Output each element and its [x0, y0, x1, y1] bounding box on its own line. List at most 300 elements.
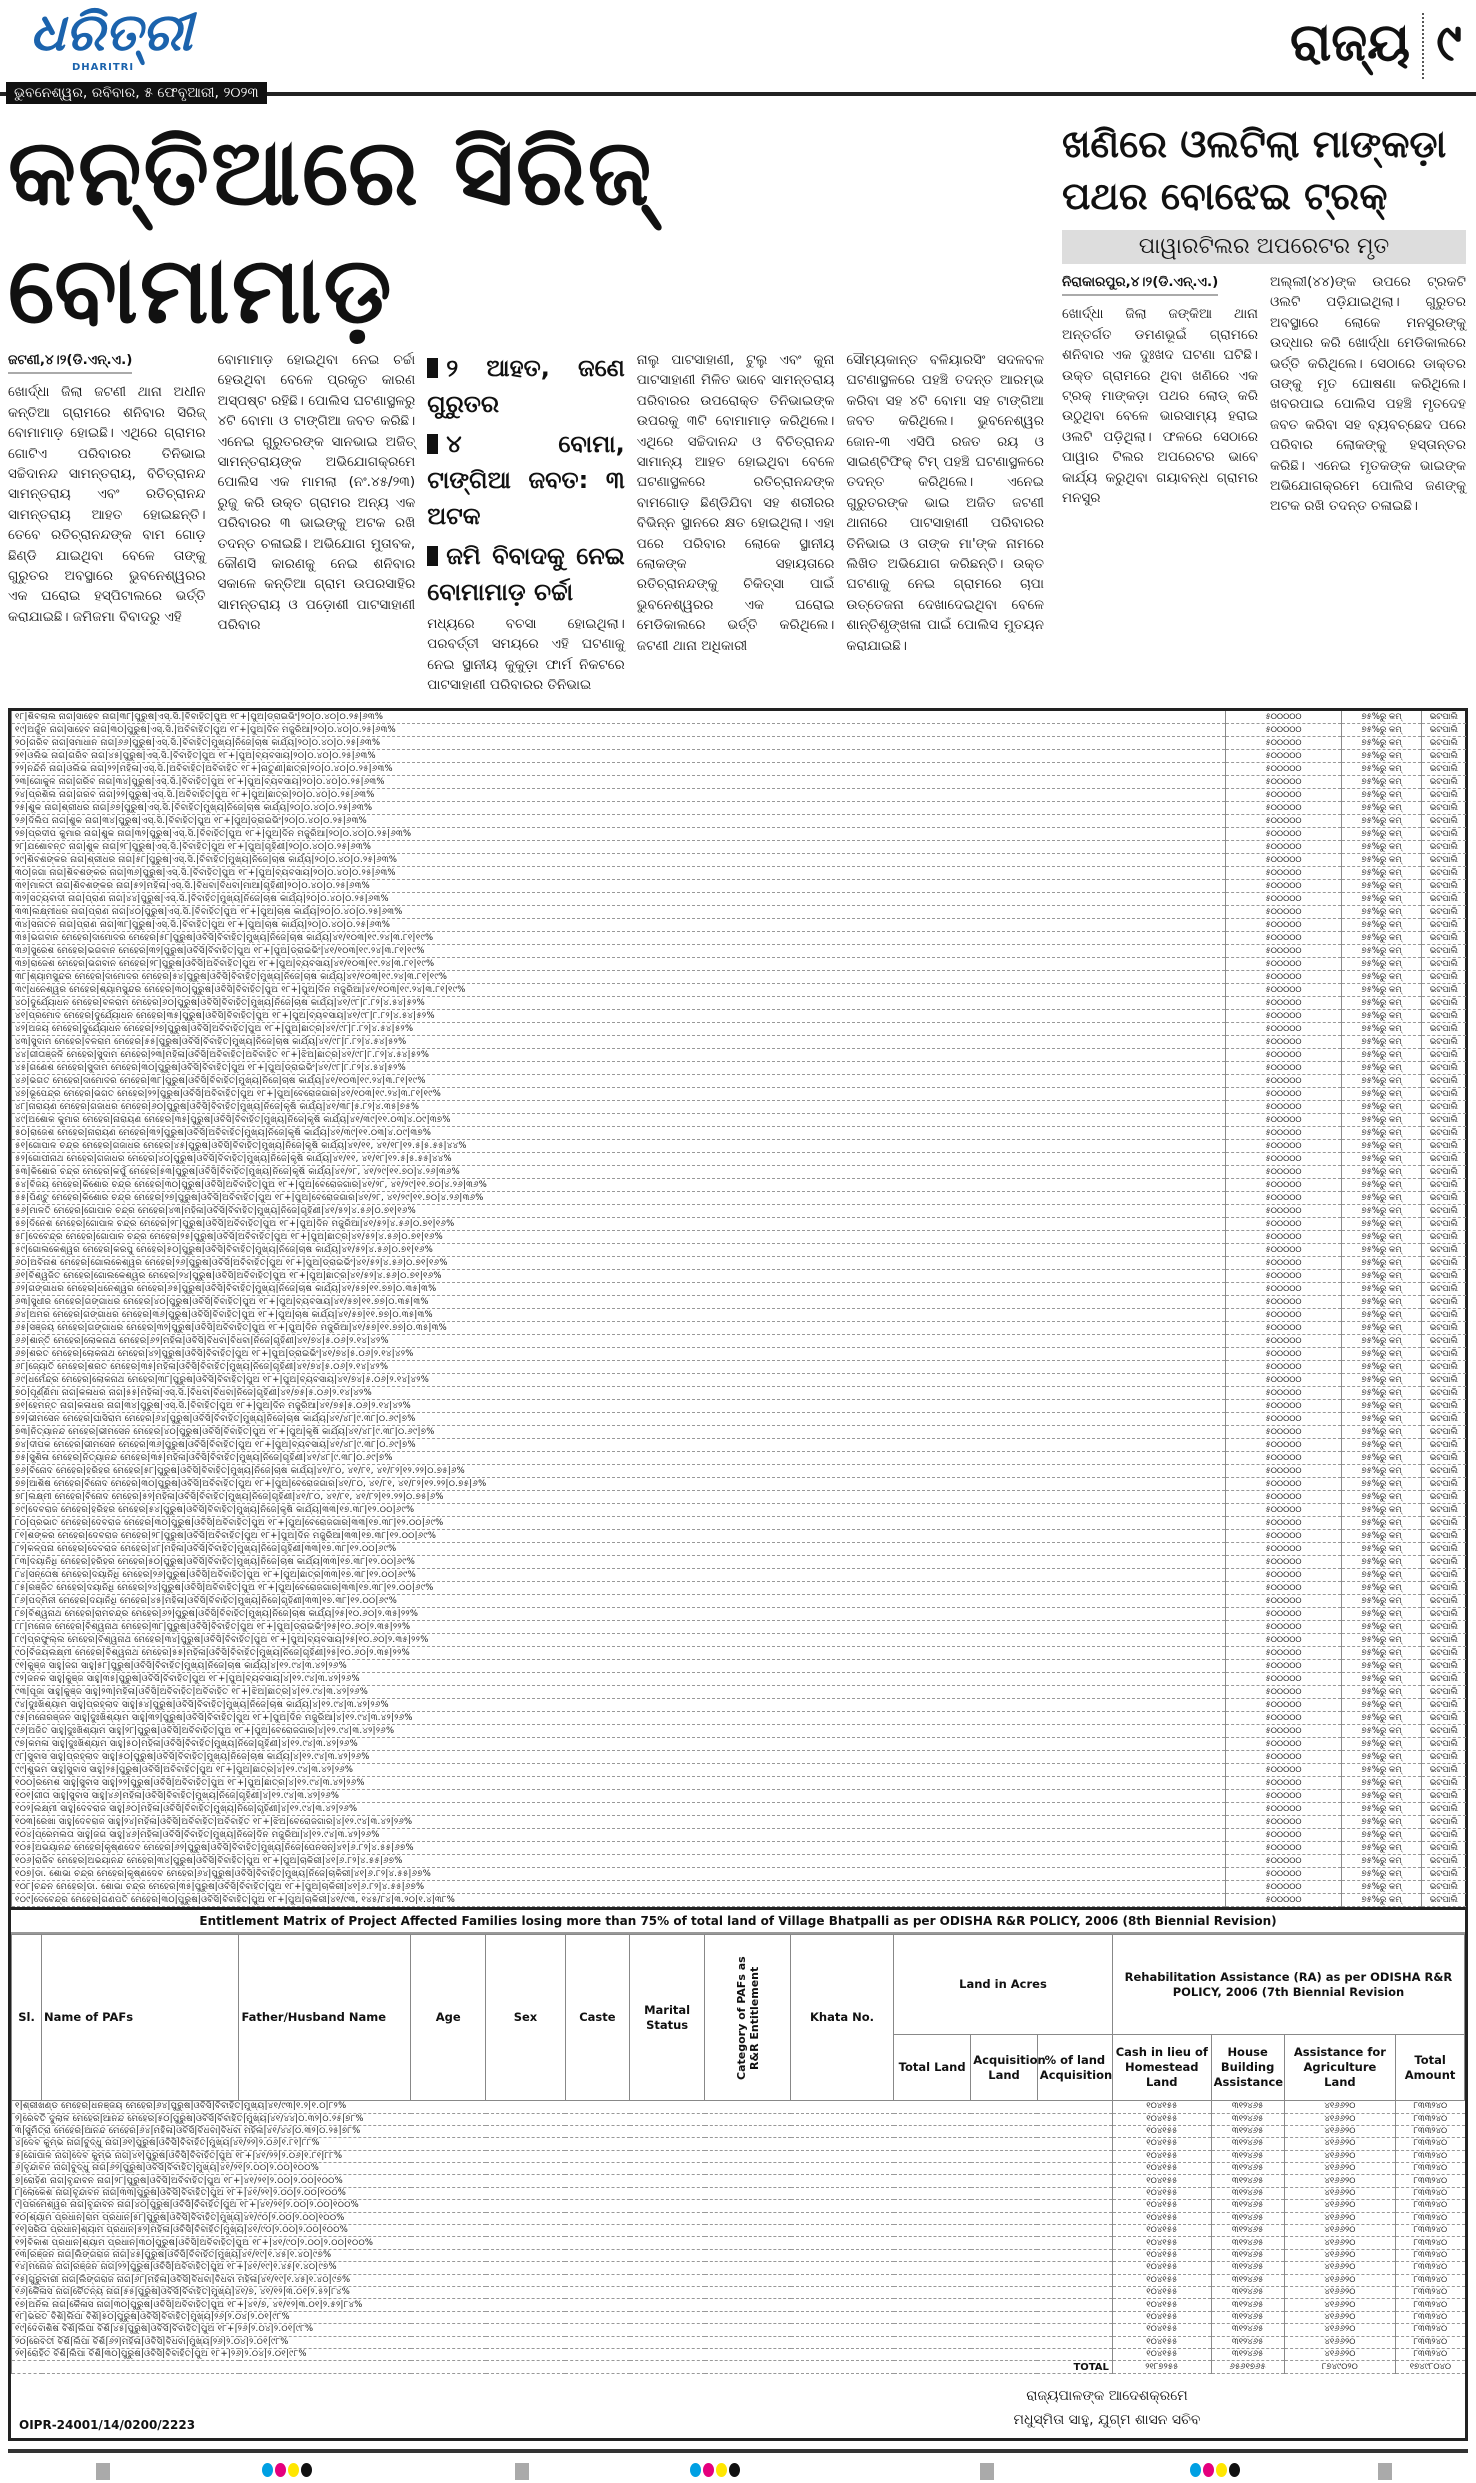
cell-remark: ୭୫%ରୁ କମ୍ — [1342, 828, 1422, 841]
row-record: ୫୦|ରାଜେଶ ମେହେର|ନାରାୟଣ ମେହେର|୩୨|ପୁରୁଷ|ଓବିସି|ଅବିବାହିତ|ମୁଖ୍ୟ|ନିଜେ|କୃଷି କାର୍ଯ୍ୟ|୪୧/୩୯|୧୧.୦୩|୪.୦୯|୩୭% — [12, 1127, 1226, 1140]
table-row — [12, 1504, 1466, 1517]
cell-amount: ୫୦୦୦୦୦ — [1226, 1868, 1342, 1881]
cell-village: ଭଟପାଲି — [1422, 1517, 1466, 1530]
cell-remark: ୭୫%ରୁ କମ୍ — [1342, 1530, 1422, 1543]
table-row — [12, 932, 1466, 945]
cell-amount: ୫୦୦୦୦୦ — [1226, 1309, 1342, 1322]
table-row — [12, 1296, 1466, 1309]
cell-amount: ୫୦୦୦୦୦ — [1226, 750, 1342, 763]
table-row — [12, 1413, 1466, 1426]
cell-amount: ୫୦୦୦୦୦ — [1226, 1465, 1342, 1478]
row-record: ୨୦|ଗରିବ ନାଗ|ସମାଧାନ ନାଗ|୬୬|ପୁରୁଷ|ଏସ୍.ସି.|ବିବାହିତ|ମୁଖ୍ୟ|ନିଜେ|ଚାଷ କାର୍ଯ୍ୟ|୨୦|୦.୪୦|୦.୨୫|୬୩% — [12, 737, 1226, 750]
cell-remark: ୭୫%ରୁ କମ୍ — [1342, 1231, 1422, 1244]
table-row — [12, 1816, 1466, 1829]
cell-village: ଭଟପାଲି — [1422, 1478, 1466, 1491]
table-row — [12, 1036, 1466, 1049]
table-row — [12, 1361, 1466, 1374]
row-record: ୪୪|ଗୀତାଞ୍ଜଳି ମେହେର|ସୁଦାମ ମେହେର|୨୩|ମହିଳା|ଓବିସି|ଅବିବାହିତ|ଅବିବାହିତ ୧୮+|ଝିଅ|ଛାତ୍ର|୪୧/୯୮|୮.୮୨|୪.୫୪|୫୨% — [12, 1049, 1226, 1062]
row-record: ୨୧|ଓଲିଭ ନାଗ|ଗରିବ ନାଗ|୪୫|ପୁରୁଷ|ଏସ୍.ସି.|ବିବାହିତ|ପୁଅ ୧୮+|ପୁଅ|ବ୍ୟବସାୟ|୨୦|୦.୪୦|୦.୨୫|୬୩% — [12, 750, 1226, 763]
table-row — [12, 2212, 1465, 2224]
cell-village: ଭଟପାଲି — [1422, 1634, 1466, 1647]
cell-total: ୮୩୩୨୪୦ — [1396, 2212, 1465, 2224]
cell-village: ଭଟପାଲି — [1422, 893, 1466, 906]
cell-village: ଭଟପାଲି — [1422, 854, 1466, 867]
cell-remark: ୭୫%ରୁ କମ୍ — [1342, 1335, 1422, 1348]
row-record: ୭୧|ହେମନ୍ତ ନାଗ|କଳାଧର ନାଗ|୩୪|ପୁରୁଷ|ଏସ୍.ସି.|ବିବାହିତ|ପୁଅ ୧୮+|ପୁଅ|ଦିନ ମଜୁରିଆ|୪୧/୭୫|୫.୦୬|୨.୧୪|୪୨% — [12, 1400, 1226, 1413]
masthead — [0, 0, 1476, 108]
cell-village: ଭଟପାଲି — [1422, 1439, 1466, 1452]
col-agri: Assistance for Agriculture Land — [1284, 2035, 1396, 2101]
table-row — [12, 958, 1466, 971]
bullet-square-icon — [427, 358, 438, 378]
cell-remark: ୭୫%ରୁ କମ୍ — [1342, 1647, 1422, 1660]
cell-village: ଭଟପାଲି — [1422, 1153, 1466, 1166]
row-record: ୨୧|ରୋହିତ ବିଶି|ଲିପା ବିଶି|୩୦|ପୁରୁଷ|ଓବିସି|ବିବାହିତ|ପୁଅ ୧୮+|୨୬|୨.୦୪|୨.୦୧|୯୮% — [12, 2348, 1113, 2360]
cell-remark: ୭୫%ରୁ କମ୍ — [1342, 1114, 1422, 1127]
cell-remark: ୭୫%ରୁ କମ୍ — [1342, 984, 1422, 997]
row-record: ୯୬|ଅଜିତ ସାହୁ|ଦୁଃଖିଶ୍ୟାମ ସାହୁ|୨୮|ପୁରୁଷ|ଓବିସି|ଅବିବାହିତ|ପୁଅ ୧୮+|ପୁଅ|ବେରୋଜଗାର|୪|୧୨.୯୪|୩.୪୨|୨୬% — [12, 1725, 1226, 1738]
cell-remark: ୭୫%ରୁ କମ୍ — [1342, 1543, 1422, 1556]
row-record: ୪୮|ନାରାୟଣ ମେହେର|ଗଜାଧର ମେହେର|୬୦|ପୁରୁଷ|ଓବିସି|ବିବାହିତ|ମୁଖ୍ୟ|ନିଜେ|କୃଷି କାର୍ଯ୍ୟ|୪୧/୩୮|୫.୮୨|୪.୩୫|୭୫% — [12, 1101, 1226, 1114]
row-record: ୩୭|ରାଜେଶ ମେହେର|ଭଗବାନ ମେହେର|୨୮|ପୁରୁଷ|ଓବିସି|ଅବିବାହିତ|ପୁଅ ୧୮+|ପୁଅ|ବ୍ୟବସାୟ|୪୧/୧୦୩|୧୯.୨୪|୩.୮୧|୧୯% — [12, 958, 1226, 971]
cell-amount: ୫୦୦୦୦୦ — [1226, 1400, 1342, 1413]
cell-village: ଭଟପାଲି — [1422, 1647, 1466, 1660]
cell-village: ଭଟପାଲି — [1422, 1530, 1466, 1543]
story1-columns — [8, 350, 1044, 696]
cell-amount: ୫୦୦୦୦୦ — [1226, 789, 1342, 802]
table-row — [12, 737, 1466, 750]
row-record: ୮୭|ବିଶ୍ୱନାଥ ମେହେର|ରାମଚନ୍ଦ୍ର ମେହେର|୬୨|ପୁରୁଷ|ଓବିସି|ବିବାହିତ|ମୁଖ୍ୟ|ନିଜେ|ଚାଷ କାର୍ଯ୍ୟ|୨୫|୧୦.୬୦|୨.୩୫|୨୨% — [12, 1608, 1226, 1621]
page-number: ୯ — [1436, 13, 1462, 73]
cell-cash: ୧୦୪୧୫୫ — [1112, 2249, 1211, 2261]
table-row — [12, 2187, 1465, 2199]
cell-village: ଭଟପାଲି — [1422, 828, 1466, 841]
cell-remark: ୭୫%ରୁ କମ୍ — [1342, 1790, 1422, 1803]
cell-agri: ୪୧୬୬୨୦ — [1284, 2336, 1396, 2348]
table-row — [12, 724, 1466, 737]
cell-village: ଭଟପାଲି — [1422, 1244, 1466, 1257]
cell-amount: ୫୦୦୦୦୦ — [1226, 1387, 1342, 1400]
cell-amount: ୫୦୦୦୦୦ — [1226, 867, 1342, 880]
table-row — [12, 906, 1466, 919]
cell-village: ଭଟପାଲି — [1422, 1608, 1466, 1621]
row-record: ୫୮|ଦେବେନ୍ଦ୍ର ମେହେର|ଗୋପାଳ ଚନ୍ଦ୍ର ମେହେର|୨୫|ପୁରୁଷ|ଓବିସି|ଅବିବାହିତ|ପୁଅ ୧୮+|ପୁଅ|ଛାତ୍ର|୪୧/୫୨|୪.୫୬|୦.୭୧|୧୬% — [12, 1231, 1226, 1244]
table-row — [12, 2249, 1465, 2261]
cell-village: ଭଟପାଲି — [1422, 1413, 1466, 1426]
table-row — [12, 1855, 1466, 1868]
cell-amount: ୫୦୦୦୦୦ — [1226, 854, 1342, 867]
cell-house: ୩୧୨୪୬୫ — [1211, 2163, 1284, 2175]
table-row — [12, 1218, 1466, 1231]
cell-village: ଭଟପାଲି — [1422, 1348, 1466, 1361]
story1 — [8, 114, 1044, 696]
cell-cash: ୧୦୪୧୫୫ — [1112, 2150, 1211, 2162]
cell-village: ଭଟପାଲି — [1422, 1322, 1466, 1335]
cell-agri: ୪୧୬୬୨୦ — [1284, 2249, 1396, 2261]
cell-remark: ୭୫%ରୁ କମ୍ — [1342, 1127, 1422, 1140]
story2-box-title: ପାୱାରଟିଲର ଅପରେଟର ମୃତ — [1062, 230, 1466, 264]
cell-remark: ୭୫%ରୁ କମ୍ — [1342, 1686, 1422, 1699]
cell-amount: ୫୦୦୦୦୦ — [1226, 1647, 1342, 1660]
cell-remark: ୭୫%ରୁ କମ୍ — [1342, 1049, 1422, 1062]
row-record: ୧୪|ମନୋଜ ନାଗ|ରଞ୍ଜନ ନାଗ|୨୨|ପୁରୁଷ|ଓବିସି|ଅବିବାହିତ|ପୁଅ ୧୮+|୪୧/୧୯|୧.୪୫|୧.୪୦|୯୭% — [12, 2262, 1113, 2274]
table-row — [12, 1790, 1466, 1803]
entitlement-matrix — [8, 1907, 1468, 2441]
cell-cash: ୧୦୪୧୫୫ — [1112, 2225, 1211, 2237]
ink-dot — [1190, 2463, 1201, 2477]
table-row — [12, 2324, 1465, 2336]
table-row — [12, 1660, 1466, 1673]
cell-remark: ୭୫%ରୁ କମ୍ — [1342, 1855, 1422, 1868]
table-row — [12, 776, 1466, 789]
ink-dot — [703, 2463, 714, 2477]
table-row — [12, 1595, 1466, 1608]
entitlement-matrix-title: Entitlement Matrix of Project Affected Families losing more than 75% of total land of Village Bhatpalli as per ODISHA R&R POLICY, 2006 (8th Biennial Revision) — [11, 1910, 1465, 1934]
cell-agri: ୪୧୬୬୨୦ — [1284, 2113, 1396, 2125]
cell-cash: ୧୦୪୧୫୫ — [1112, 2163, 1211, 2175]
col-category: Category of PAFs as R&R Entitlement — [705, 1935, 791, 2101]
cell-amount: ୫୦୦୦୦୦ — [1226, 1816, 1342, 1829]
row-record: ୫|ଗୋପାଳ ନାଗ|ଦେବ କୁମ୍ଭ ନାଗ|୪୧|ପୁରୁଷ|ଓବିସି|ବିବାହିତ|ପୁଅ ୧୮+|୪୧/୨୨|୨.୦୬|୧.୮୧|୮୮% — [12, 2150, 1113, 2162]
cell-amount: ୫୦୦୦୦୦ — [1226, 1764, 1342, 1777]
row-record: ୧|ଶ୍ରୀଖଣ୍ଡ ମେହେର|ଧନଞ୍ଜୟ ମେହେର|୬୪|ପୁରୁଷ|ଓବିସି|ବିବାହିତ|ମୁଖ୍ୟ|୪୧/୯୩|୧.୨|୧.୦|୮୨% — [12, 2101, 1113, 2113]
cell-remark: ୭୫%ରୁ କମ୍ — [1342, 919, 1422, 932]
ink-dot — [288, 2463, 299, 2477]
cell-village: ଭଟପାଲି — [1422, 1686, 1466, 1699]
row-record: ୧୦୦|ରମେଶ ସାହୁ|ସୁବାସ ସାହୁ|୨୨|ପୁରୁଷ|ଓବିସି|ଅବିବାହିତ|ପୁଅ ୧୮+|ପୁଅ|ଛାତ୍ର|୪|୧୨.୯୪|୩.୪୨|୨୬% — [12, 1777, 1226, 1790]
cell-remark: ୭୫%ରୁ କମ୍ — [1342, 893, 1422, 906]
row-record: ୧୬|କୈଳାସ ନାଗ|ଚୈତନ୍ୟ ନାଗ|୫୫|ପୁରୁଷ|ଓବିସି|ବିବାହିତ|ମୁଖ୍ୟ|୪୧/୭, ୪୧/୧୨|୩.୦୧|୨.୫୨|୮୪% — [12, 2286, 1113, 2298]
cell-house: ୩୧୨୪୬୫ — [1211, 2348, 1284, 2360]
cell-village: ଭଟପାଲି — [1422, 1738, 1466, 1751]
cell-village: ଭଟପାଲି — [1422, 919, 1466, 932]
row-record: ୬୨|ଗଙ୍ଗାଧର ମେହେର|ଧନେଶ୍ୱର ମେହେର|୬୫|ପୁରୁଷ|ଓବିସି|ବିବାହିତ|ମୁଖ୍ୟ|ନିଜେ|ଚାଷ କାର୍ଯ୍ୟ|୪୧/୫୭|୧୧.୭୭|୦.୩୫|୩% — [12, 1283, 1226, 1296]
total-cash: ୨୧୮୭୨୫୫ — [1112, 2361, 1211, 2373]
col-pct: % of land Acquisition — [1037, 2035, 1112, 2101]
cell-remark: ୭୫%ରୁ କମ୍ — [1342, 815, 1422, 828]
row-record: ୪୩|ସୁଦାମ ମେହେର|ବଳରାମ ମେହେର|୫୫|ପୁରୁଷ|ଓବିସି|ବିବାହିତ|ମୁଖ୍ୟ|ନିଜେ|ଚାଷ କାର୍ଯ୍ୟ|୪୧/୯୮|୮.୮୨|୪.୫୪|୫୨% — [12, 1036, 1226, 1049]
cell-remark: ୭୫%ରୁ କମ୍ — [1342, 1712, 1422, 1725]
table-row — [12, 2336, 1465, 2348]
ink-dot — [301, 2463, 312, 2477]
cell-agri: ୪୧୬୬୨୦ — [1284, 2274, 1396, 2286]
cell-amount: ୫୦୦୦୦୦ — [1226, 1517, 1342, 1530]
cell-amount: ୫୦୦୦୦୦ — [1226, 1088, 1342, 1101]
row-record: ୫୭|ଦିନେଶ ମେହେର|ଗୋପାଳ ଚନ୍ଦ୍ର ମେହେର|୨୮|ପୁରୁଷ|ଓବିସି|ଅବିବାହିତ|ପୁଅ ୧୮+|ପୁଅ|ଦିନ ମଜୁରିଆ|୪୧/୫୨|୪.୫୬|୦.୭୧|୧୬% — [12, 1218, 1226, 1231]
row-record: ୩୯|ଧନେଶ୍ୱର ମେହେର|ଶ୍ୟାମସୁନ୍ଦର ମେହେର|୩୦|ପୁରୁଷ|ଓବିସି|ବିବାହିତ|ପୁଅ ୧୮+|ପୁଅ|ଦିନ ମଜୁରିଆ|୪୧/୧୦୩|୧୯.୨୪|୩.୮୧|୧୯% — [12, 984, 1226, 997]
cell-village: ଭଟପାଲି — [1422, 1062, 1466, 1075]
row-record: ୩୮|ଶ୍ୟାମସୁନ୍ଦର ମେହେର|ଦାମୋଦର ମେହେର|୫୪|ପୁରୁଷ|ଓବିସି|ବିବାହିତ|ମୁଖ୍ୟ|ନିଜେ|ଚାଷ କାର୍ଯ୍ୟ|୪୧/୧୦୩|୧୯.୨୪|୩.୮୧|୧୯% — [12, 971, 1226, 984]
cell-house: ୩୧୨୪୬୫ — [1211, 2175, 1284, 2187]
cell-remark: ୭୫%ରୁ କମ୍ — [1342, 1881, 1422, 1894]
cell-remark: ୭୫%ରୁ କମ୍ — [1342, 1140, 1422, 1153]
cell-amount: ୫୦୦୦୦୦ — [1226, 1257, 1342, 1270]
cell-total: ୮୩୩୨୪୦ — [1396, 2299, 1465, 2311]
row-record: ୭୮|ଲକ୍ଷ୍ମୀ ମେହେର|ବିନୋଦ ମେହେର|୫୨|ମହିଳା|ଓବିସି|ବିବାହିତ|ମୁଖ୍ୟ|ନିଜେ|ଗୃହିଣୀ|୪୧/୮୦, ୪୧/୮୧, ୪୧/୮୨|୧୨.୨୨|୦.୭୫|୬% — [12, 1491, 1226, 1504]
col-group-ra: Rehabilitation Assistance (RA) as per ODISHA R&R POLICY, 2006 (7th Biennial Revision — [1112, 1935, 1464, 2035]
cell-village: ଭଟପାଲି — [1422, 1296, 1466, 1309]
cell-village: ଭଟପାଲି — [1422, 1257, 1466, 1270]
cell-amount: ୫୦୦୦୦୦ — [1226, 958, 1342, 971]
cell-amount: ୫୦୦୦୦୦ — [1226, 1595, 1342, 1608]
cell-amount: ୫୦୦୦୦୦ — [1226, 1894, 1342, 1907]
row-record: ୨୯|ଶିବଶଙ୍କର ନାଗ|ଶ୍ରୀଧର ନାଗ|୫୮|ପୁରୁଷ|ଏସ୍.ସି.|ବିବାହିତ|ମୁଖ୍ୟ|ନିଜେ|ଚାଷ କାର୍ଯ୍ୟ|୨୦|୦.୪୦|୦.୨୫|୬୩% — [12, 854, 1226, 867]
cell-house: ୩୧୨୪୬୫ — [1211, 2336, 1284, 2348]
cell-cash: ୧୦୪୧୫୫ — [1112, 2237, 1211, 2249]
cell-village: ଭଟପାଲି — [1422, 971, 1466, 984]
color-bar — [262, 2463, 312, 2477]
table-row — [12, 2286, 1465, 2298]
cell-remark: ୭୫%ରୁ କମ୍ — [1342, 1283, 1422, 1296]
table-row — [12, 1452, 1466, 1465]
cell-amount: ୫୦୦୦୦୦ — [1226, 1192, 1342, 1205]
row-record: ୩୪|ସନାତନ ନାଗ|ପ୍ରାଣ ନାଗ|୩୮|ପୁରୁଷ|ଏସ୍.ସି.|ବିବାହିତ|ପୁଅ ୧୮+|ପୁଅ|ଚାଷ କାର୍ଯ୍ୟ|୨୦|୦.୪୦|୦.୨୫|୬୩% — [12, 919, 1226, 932]
cell-remark: ୭୫%ରୁ କମ୍ — [1342, 1075, 1422, 1088]
cell-amount: ୫୦୦୦୦୦ — [1226, 1153, 1342, 1166]
table-row — [12, 971, 1466, 984]
cell-village: ଭଟପାଲି — [1422, 1166, 1466, 1179]
row-record: ୩୨|ସତ୍ୟବାଦୀ ନାଗ|ପ୍ରାଣ ନାଗ|୪୪|ପୁରୁଷ|ଏସ୍.ସି.|ବିବାହିତ|ମୁଖ୍ୟ|ନିଜେ|ଚାଷ କାର୍ଯ୍ୟ|୨୦|୦.୪୦|୦.୨୫|୬୩% — [12, 893, 1226, 906]
table-row — [12, 1634, 1466, 1647]
cell-remark: ୭୫%ରୁ କମ୍ — [1342, 1894, 1422, 1907]
cell-agri: ୪୧୬୬୨୦ — [1284, 2286, 1396, 2298]
story1-column-1 — [8, 350, 206, 627]
cell-remark: ୭୫%ରୁ କମ୍ — [1342, 1088, 1422, 1101]
cell-amount: ୫୦୦୦୦୦ — [1226, 1556, 1342, 1569]
cell-village: ଭଟପାଲି — [1422, 1023, 1466, 1036]
cell-village: ଭଟପାଲି — [1422, 1621, 1466, 1634]
row-record: ୪|ଦେବ କୁମ୍ଭ ନାଗ|ବୁଦ୍ଧୁ ନାଗ|୬୧|ପୁରୁଷ|ଓବିସି|ବିବାହିତ|ମୁଖ୍ୟ|୪୧/୨୨|୨.୦୬|୧.୮୧|୮୮% — [12, 2138, 1113, 2150]
cell-amount: ୫୦୦୦୦୦ — [1226, 1140, 1342, 1153]
cell-total: ୮୩୩୨୪୦ — [1396, 2225, 1465, 2237]
row-record: ୭୭|ଆଶିଷ ମେହେର|ବିନୋଦ ମେହେର|୩୦|ପୁରୁଷ|ଓବିସି|ଅବିବାହିତ|ପୁଅ ୧୮+|ପୁଅ|ବେରୋଜଗାର|୪୧/୮୦, ୪୧/୮୧, ୪୧/୮୨|୧୨.୨୨|୦.୭୫|୬% — [12, 1478, 1226, 1491]
cell-amount: ୫୦୦୦୦୦ — [1226, 1322, 1342, 1335]
table-row — [12, 1140, 1466, 1153]
table-row — [12, 1881, 1466, 1894]
cell-remark: ୭୫%ରୁ କମ୍ — [1342, 776, 1422, 789]
cell-remark: ୭୫%ରୁ କମ୍ — [1342, 1803, 1422, 1816]
cell-amount: ୫୦୦୦୦୦ — [1226, 1712, 1342, 1725]
cell-remark: ୭୫%ରୁ କମ୍ — [1342, 1244, 1422, 1257]
cell-amount: ୫୦୦୦୦୦ — [1226, 1023, 1342, 1036]
cell-remark: ୭୫%ରୁ କମ୍ — [1342, 1374, 1422, 1387]
row-record: ୬୭|ଶରତ ମେହେର|ଲୋକନାଥ ମେହେର|୪୨|ପୁରୁଷ|ଓବିସି|ବିବାହିତ|ପୁଅ ୧୮+|ପୁଅ|ଡ୍ରାଇଭିଂ|୪୧/୭୪|୫.୦୬|୨.୧୪|୪୨% — [12, 1348, 1226, 1361]
cell-amount: ୫୦୦୦୦୦ — [1226, 1374, 1342, 1387]
cell-village: ଭଟପାଲି — [1422, 1595, 1466, 1608]
cell-village: ଭଟପାଲି — [1422, 1673, 1466, 1686]
ink-dot — [1229, 2463, 1240, 2477]
table-row — [12, 815, 1466, 828]
cell-village: ଭଟପାଲି — [1422, 984, 1466, 997]
table-row — [12, 984, 1466, 997]
bullet-square-icon — [427, 546, 438, 566]
col-total-amount: Total Amount — [1396, 2035, 1465, 2101]
table-row — [12, 2163, 1465, 2175]
edition-date: ଭୁବନେଶ୍ୱର, ରବିବାର, ୫ ଫେବୃଆରୀ, ୨୦୨୩ — [6, 82, 267, 104]
story1-highlight: ୨ ଆହତ, ଜଣେ ଗୁରୁତର — [427, 354, 625, 418]
table-row — [12, 1179, 1466, 1192]
cell-amount: ୫୦୦୦୦୦ — [1226, 1478, 1342, 1491]
cell-village: ଭଟପାଲି — [1422, 841, 1466, 854]
cell-village: ଭଟପାଲି — [1422, 1192, 1466, 1205]
table-row — [12, 2237, 1465, 2249]
section-page-label — [1290, 10, 1462, 79]
table-row — [12, 1010, 1466, 1023]
cell-amount: ୫୦୦୦୦୦ — [1226, 1231, 1342, 1244]
ink-dot — [716, 2463, 727, 2477]
table-row — [12, 1803, 1466, 1816]
table-row — [12, 1387, 1466, 1400]
row-record: ୮୦|ପ୍ରଭାତ ମେହେର|ଦେବରାଜ ମେହେର|୩୦|ପୁରୁଷ|ଓବିସି|ଅବିବାହିତ|ପୁଅ ୧୮+|ପୁଅ|ବେରୋଜଗାର|୩୩|୧୭.୩୮|୧୨.୦୦|୬୯% — [12, 1517, 1226, 1530]
story1-dateline: ଜଟଣୀ,୪।୨(ଡି.ଏନ୍.ଏ.) — [8, 350, 132, 374]
total-row — [12, 2361, 1465, 2373]
cell-amount: ୫୦୦୦୦୦ — [1226, 1296, 1342, 1309]
cell-village: ଭଟପାଲି — [1422, 1829, 1466, 1842]
table-row — [12, 1374, 1466, 1387]
cell-amount: ୫୦୦୦୦୦ — [1226, 737, 1342, 750]
row-record: ୫୯|ଗୋଲକେଶ୍ୱର ମେହେର|କରପୁ ମେହେର|୫୦|ପୁରୁଷ|ଓବିସି|ବିବାହିତ|ମୁଖ୍ୟ|ନିଜେ|ଚାଷ କାର୍ଯ୍ୟ|୪୧/୫୨|୪.୫୬|୦.୭୧|୧୬% — [12, 1244, 1226, 1257]
row-record: ୬୦|ଅବିନାଶ ମେହେର|ଗୋଲକେଶ୍ୱର ମେହେର|୨୬|ପୁରୁଷ|ଓବିସି|ଅବିବାହିତ|ପୁଅ ୧୮+|ପୁଅ|ଡ୍ରାଇଭିଂ|୪୧/୫୨|୪.୫୬|୦.୭୧|୧୬% — [12, 1257, 1226, 1270]
registration-mark — [515, 2463, 529, 2480]
row-record: ୬୫|ସଞ୍ଜୟ ମେହେର|ଗଙ୍ଗାଧର ମେହେର|୩୨|ପୁରୁଷ|ଓବିସି|ଅବିବାହିତ|ପୁଅ ୧୮+|ପୁଅ|ଦିନ ମଜୁରିଆ|୪୧/୫୭|୧୧.୭୭|୦.୩୫|୩% — [12, 1322, 1226, 1335]
cell-remark: ୭୫%ରୁ କମ୍ — [1342, 1556, 1422, 1569]
table-row — [12, 1049, 1466, 1062]
cell-remark: ୭୫%ରୁ କମ୍ — [1342, 906, 1422, 919]
table-row — [12, 854, 1466, 867]
table-row — [12, 789, 1466, 802]
table-row — [12, 1244, 1466, 1257]
row-record: ୧୦୫|ଅଭୟାନନ୍ଦ ମେହେର|କୃଷ୍ଣଦେବ ମେହେର|୬୨|ପୁରୁଷ|ଓବିସି|ବିବାହିତ|ମୁଖ୍ୟ|ନିଜେ|ପେନସନ୍|୪୧|୬.୮୨|୪.୫୫|୬୭% — [12, 1842, 1226, 1855]
story2-text-1: ଖୋର୍ଦ୍ଧା ଜିଲା ଜଙ୍କିଆ ଥାନା ଅନ୍ତର୍ଗତ ଡମଣଭୂଇଁ ଗ୍ରାମରେ ଶନିବାର ଏକ ଦୁଃଖଦ ଘଟଣା ଘଟିଛି। ଉକ୍ତ ଗ୍ରାମରେ ଥିବା ଖଣିରେ ଏକ ଟ୍ରକ୍ ମାଙ୍କଡ଼ା ପଥର ଲୋଡ୍ କରି ଉଠୁଥିବା ବେଳେ ଭାରସାମ୍ୟ ହରାଇ ଓଲଟି ପଡ଼ିଥିଲା। ଫଳରେ ସେଠାରେ ପାୱାର ଟିଲର ଅପରେଟର ଭାବେ କାର୍ଯ୍ୟ କରୁଥିବା ଗୟାବନ୍ଧ ଗ୍ରାମର ମନସୁର — [1062, 306, 1258, 507]
row-record: ୭୦|ପୂର୍ଣ୍ଣିମା ନାଗ|କଳାଧର ନାଗ|୫୫|ମହିଳା|ଏସ୍.ସି.|ବିଧବା|ବିଧବା|ନିଜେ|ଗୃହିଣୀ|୪୧/୭୫|୫.୦୬|୨.୧୪|୪୨% — [12, 1387, 1226, 1400]
table-row — [12, 828, 1466, 841]
cell-village: ଭଟପାଲି — [1422, 1400, 1466, 1413]
registration-mark — [980, 2463, 994, 2480]
table-row — [12, 1205, 1466, 1218]
col-acq-land: Acquisition Land — [971, 2035, 1038, 2101]
cell-village: ଭଟପାଲି — [1422, 1452, 1466, 1465]
cell-amount: ୫୦୦୦୦୦ — [1226, 906, 1342, 919]
cell-village: ଭଟପାଲି — [1422, 1803, 1466, 1816]
row-record: ୮୬|ପଦ୍ମିନୀ ମେହେର|ଦୟାନିଧି ମେହେର|୪୫|ମହିଳା|ଓବିସି|ବିବାହିତ|ମୁଖ୍ୟ|ନିଜେ|ଗୃହିଣୀ|୩୩|୧୭.୩୮|୧୨.୦୦|୬୯% — [12, 1595, 1226, 1608]
story2-headline: ଖଣିରେ ଓଲଟିଲା ମାଙ୍କଡ଼ା ପଥର ବୋଝେଇ ଟ୍ରକ୍ — [1062, 122, 1447, 218]
cell-house: ୩୧୨୪୬୫ — [1211, 2299, 1284, 2311]
table-row — [12, 1465, 1466, 1478]
row-record: ୧୯|ଦେବାଶିଷ ବିଶି|ଲିପା ବିଶି|୪୫|ପୁରୁଷ|ଓବିସି|ବିବାହିତ|ପୁଅ ୧୮+|୨୬|୨.୦୪|୨.୦୧|୯୮% — [12, 2324, 1113, 2336]
cell-total: ୮୩୩୨୪୦ — [1396, 2237, 1465, 2249]
table-row — [12, 1673, 1466, 1686]
table-row — [12, 1153, 1466, 1166]
table-row — [12, 867, 1466, 880]
cell-village: ଭଟପାଲି — [1422, 1309, 1466, 1322]
story2-text-2: ଅଲ୍ଲୀ(୪୪)ଙ୍କ ଉପରେ ଟ୍ରକଟି ଓଲଟି ପଡ଼ିଯାଇଥିଲା। ଗୁରୁତର ଅବସ୍ଥାରେ ଲୋକେ ମନସୁରଙ୍କୁ ଉଦ୍ଧାର କରି ଖୋର୍ଦ୍ଧା ମେଡିକାଲରେ ଭର୍ତ୍ତି କରିଥିଲେ। ସେଠାରେ ଡାକ୍ତର ତାଙ୍କୁ ମୃତ ଘୋଷଣା କରିଥିଲେ। ଖବରପାଇ ପୋଲିସ ପହଞ୍ଚି ମୃତଦେହ ଜବତ କରିବା ସହ ବ୍ୟବଚ୍ଛେଦ ପରେ ପରିବାର ଲୋକଙ୍କୁ ହସ୍ତାନ୍ତର କରିଛି। ଏନେଇ ମୃତକଙ୍କ ଭାଇଙ୍କ ଅଭିଯୋଗକ୍ରମେ ପୋଲିସ ଜଣଙ୍କୁ ଅଟକ ରଖି ତଦନ୍ତ ଚଳାଇଛି। — [1270, 274, 1466, 515]
cell-amount: ୫୦୦୦୦୦ — [1226, 880, 1342, 893]
total-total: ୧୭୪୯୮୦୪୦ — [1396, 2361, 1465, 2373]
cell-amount: ୫୦୦୦୦୦ — [1226, 1582, 1342, 1595]
cell-total: ୮୩୩୨୪୦ — [1396, 2175, 1465, 2187]
cell-remark: ୭୫%ରୁ କମ୍ — [1342, 1465, 1422, 1478]
row-record: ୭୬|ବିନୋଦ ମେହେର|ହରିହର ମେହେର|୫୮|ପୁରୁଷ|ଓବିସି|ବିବାହିତ|ମୁଖ୍ୟ|ନିଜେ|ଚାଷ କାର୍ଯ୍ୟ|୪୧/୮୦, ୪୧/୮୧, ୪୧/୮୨|୧୨.୨୨|୦.୭୫|୬% — [12, 1465, 1226, 1478]
table-row — [12, 1478, 1466, 1491]
cell-agri: ୪୧୬୬୨୦ — [1284, 2175, 1396, 2187]
table-row — [12, 2348, 1465, 2360]
cell-amount: ୫୦୦୦୦୦ — [1226, 1348, 1342, 1361]
cell-amount: ୫୦୦୦୦୦ — [1226, 1218, 1342, 1231]
cell-amount: ୫୦୦୦୦୦ — [1226, 1270, 1342, 1283]
row-record: ୨୦|ରେବତୀ ବିଶି|ଲିପା ବିଶି|୬୨|ମହିଳା|ଓବିସି|ବିଧବା|ମୁଖ୍ୟ|୨୬|୨.୦୪|୨.୦୧|୯୮% — [12, 2336, 1113, 2348]
news-stories — [0, 108, 1476, 696]
cell-village: ଭଟପାଲି — [1422, 724, 1466, 737]
cell-amount: ୫୦୦୦୦୦ — [1226, 1829, 1342, 1842]
table-row — [12, 1686, 1466, 1699]
cell-remark: ୭୫%ରୁ କମ୍ — [1342, 1452, 1422, 1465]
row-record: ୨|ରେବତି ଦୁଲାଳ ମେହେର|ଆନନ୍ଦ ମେହେର|୫୦|ପୁରୁଷ|ଓବିସି|ବିବାହିତ|ମୁଖ୍ୟ|୪୧/୪୪|୦.୩୨|୦.୨୫|୭୮% — [12, 2113, 1113, 2125]
cell-cash: ୧୦୪୧୫୫ — [1112, 2262, 1211, 2274]
cell-village: ଭଟପାଲି — [1422, 1725, 1466, 1738]
cell-village: ଭଟପାଲି — [1422, 1881, 1466, 1894]
table-row — [12, 1192, 1466, 1205]
story2-columns — [1062, 272, 1466, 517]
row-record: ୬୮|ଜ୍ୟୋତି ମେହେର|ଶରତ ମେହେର|୩୫|ମହିଳା|ଓବିସି|ବିବାହିତ|ମୁଖ୍ୟ|ନିଜେ|ଗୃହିଣୀ|୪୧/୭୪|୫.୦୬|୨.୧୪|୪୨% — [12, 1361, 1226, 1374]
cell-village: ଭଟପାଲି — [1422, 1049, 1466, 1062]
row-record: ୨୩|ଗୋକୁଳ ନାଗ|ଗରିବ ନାଗ|୩୪|ପୁରୁଷ|ଏସ୍.ସି.|ବିବାହିତ|ପୁଅ ୧୮+|ପୁଅ|ବ୍ୟବସାୟ|୨୦|୦.୪୦|୦.୨୫|୬୩% — [12, 776, 1226, 789]
row-record: ୨୭|ପ୍ରଦୀପ କୁମାର ନାଗ|ଶୁକ ନାଗ|୩୨|ପୁରୁଷ|ଏସ୍.ସି.|ବିବାହିତ|ପୁଅ ୧୮+|ପୁଅ|ଦିନ ମଜୁରିଆ|୨୦|୦.୪୦|୦.୨୫|୬୩% — [12, 828, 1226, 841]
story1-highlight: ଜମି ବିବାଦକୁ ନେଇ ବୋମାମାଡ଼ ଚର୍ଚ୍ଚା — [427, 542, 625, 606]
main-headline: କନ୍ତିଆରେ ସିରିଜ୍ ବୋମାମାଡ଼ — [8, 119, 654, 344]
cell-house: ୩୧୨୪୬୫ — [1211, 2125, 1284, 2137]
cell-village: ଭଟପାଲି — [1422, 737, 1466, 750]
cell-house: ୩୧୨୪୬୫ — [1211, 2187, 1284, 2199]
cell-remark: ୭୫%ରୁ କମ୍ — [1342, 1296, 1422, 1309]
cell-village: ଭଟପାଲି — [1422, 880, 1466, 893]
row-record: ୧୫|ଗୁରୁବାରୀ ନାଗ|ଲିଙ୍ଗରାଜ ନାଗ|୬୮|ମହିଳା|ଓବିସି|ବିଧବା|ବିଧବା ମହିଳା|୪୧/୧୯|୧.୪୫|୧.୪୦|୯୭% — [12, 2274, 1113, 2286]
col-caste: Caste — [565, 1935, 629, 2101]
row-record: ୫୪|ବିଜୟ ମେହେର|କିଶୋର ଚନ୍ଦ୍ର ମେହେର|୩୦|ପୁରୁଷ|ଓବିସି|ଅବିବାହିତ|ପୁଅ ୧୮+|ପୁଅ|ବେରୋଜଗାର|୪୧/୨୮, ୪୧/୨୯|୧୧.୭୦|୪.୨୬|୩୬% — [12, 1179, 1226, 1192]
row-record: ୨୮|ଯଶୋବନ୍ତ ନାଗ|ଶୁକ ନାଗ|୨୮|ପୁରୁଷ|ଏସ୍.ସି.|ବିବାହିତ|ପୁଅ ୧୮+|ପୁଅ|ଗୃହିଣୀ|୨୦|୦.୪୦|୦.୨୫|୬୩% — [12, 841, 1226, 854]
col-group-land: Land in Acres — [894, 1935, 1113, 2035]
cell-amount: ୫୦୦୦୦୦ — [1226, 1010, 1342, 1023]
row-record: ୮୨|କଳ୍ପନା ମେହେର|ଦେବରାଜ ମେହେର|୪୮|ମହିଳା|ଓବିସି|ବିବାହିତ|ମୁଖ୍ୟ|ନିଜେ|ଗୃହିଣୀ|୩୩|୧୭.୩୮|୧୨.୦୦|୬୯% — [12, 1543, 1226, 1556]
cell-cash: ୧୦୪୧୫୫ — [1112, 2101, 1211, 2113]
cell-village: ଭଟପାଲି — [1422, 1270, 1466, 1283]
cell-remark: ୭୫%ରୁ କମ୍ — [1342, 1179, 1422, 1192]
cell-remark: ୭୫%ରୁ କମ୍ — [1342, 1595, 1422, 1608]
table-row — [12, 1101, 1466, 1114]
cell-amount: ୫୦୦୦୦୦ — [1226, 1621, 1342, 1634]
color-bar — [1190, 2463, 1240, 2477]
ink-dot — [729, 2463, 740, 2477]
cell-amount: ୫୦୦୦୦୦ — [1226, 1660, 1342, 1673]
cell-remark: ୭୫%ରୁ କମ୍ — [1342, 789, 1422, 802]
cell-amount: ୫୦୦୦୦୦ — [1226, 1205, 1342, 1218]
row-record: ୮୮|ମନୋଜ ମେହେର|ବିଶ୍ୱନାଥ ମେହେର|୩୮|ପୁରୁଷ|ଓବିସି|ବିବାହିତ|ପୁଅ ୧୮+|ପୁଅ|ଡ୍ରାଇଭିଂ|୨୫|୧୦.୬୦|୨.୩୫|୨୨% — [12, 1621, 1226, 1634]
cell-remark: ୭୫%ରୁ କମ୍ — [1342, 1192, 1422, 1205]
table-row — [12, 1231, 1466, 1244]
cell-remark: ୭୫%ରୁ କମ୍ — [1342, 763, 1422, 776]
cell-amount: ୫୦୦୦୦୦ — [1226, 919, 1342, 932]
table-row — [12, 2299, 1465, 2311]
cell-village: ଭଟପାଲି — [1422, 1582, 1466, 1595]
row-record: ୩୦|ଜଗା ନାଗ|ଶିବଶଙ୍କର ନାଗ|୩୬|ପୁରୁଷ|ଏସ୍.ସି.|ବିବାହିତ|ପୁଅ ୧୮+|ପୁଅ|ବ୍ୟବସାୟ|୨୦|୦.୪୦|୦.୨୫|୬୩% — [12, 867, 1226, 880]
cell-village: ଭଟପାଲି — [1422, 1283, 1466, 1296]
row-record: ୪୦|ଦୁର୍ଯ୍ୟୋଧନ ମେହେର|ବଳରାମ ମେହେର|୬୦|ପୁରୁଷ|ଓବିସି|ବିବାହିତ|ମୁଖ୍ୟ|ନିଜେ|ଚାଷ କାର୍ଯ୍ୟ|୪୧/୯୮|୮.୮୨|୪.୫୪|୫୨% — [12, 997, 1226, 1010]
row-record: ୨୨|ନନ୍ଦିନି ନାଗ|ଓଲିଭ ନାଗ|୨୨|ମହିଳା|ଏସ୍.ସି.|ଅବିବାହିତ|ଅବିବାହିତ ୧୮+|ନାତୁଣୀ|ଛାତ୍ର|୨୦|୦.୪୦|୦.୨୫|୬୩% — [12, 763, 1226, 776]
cell-amount: ୫୦୦୦୦୦ — [1226, 1075, 1342, 1088]
story2-column-2 — [1270, 272, 1466, 517]
cell-village: ଭଟପାଲି — [1422, 1088, 1466, 1101]
cell-remark: ୭୫%ରୁ କମ୍ — [1342, 1439, 1422, 1452]
row-record: ୮୪|ସନ୍ତୋଷ ମେହେର|ଦୟାନିଧି ମେହେର|୨୬|ପୁରୁଷ|ଓବିସି|ଅବିବାହିତ|ପୁଅ ୧୮+|ପୁଅ|ଛାତ୍ର|୩୩|୧୭.୩୮|୧୨.୦୦|୬୯% — [12, 1569, 1226, 1582]
